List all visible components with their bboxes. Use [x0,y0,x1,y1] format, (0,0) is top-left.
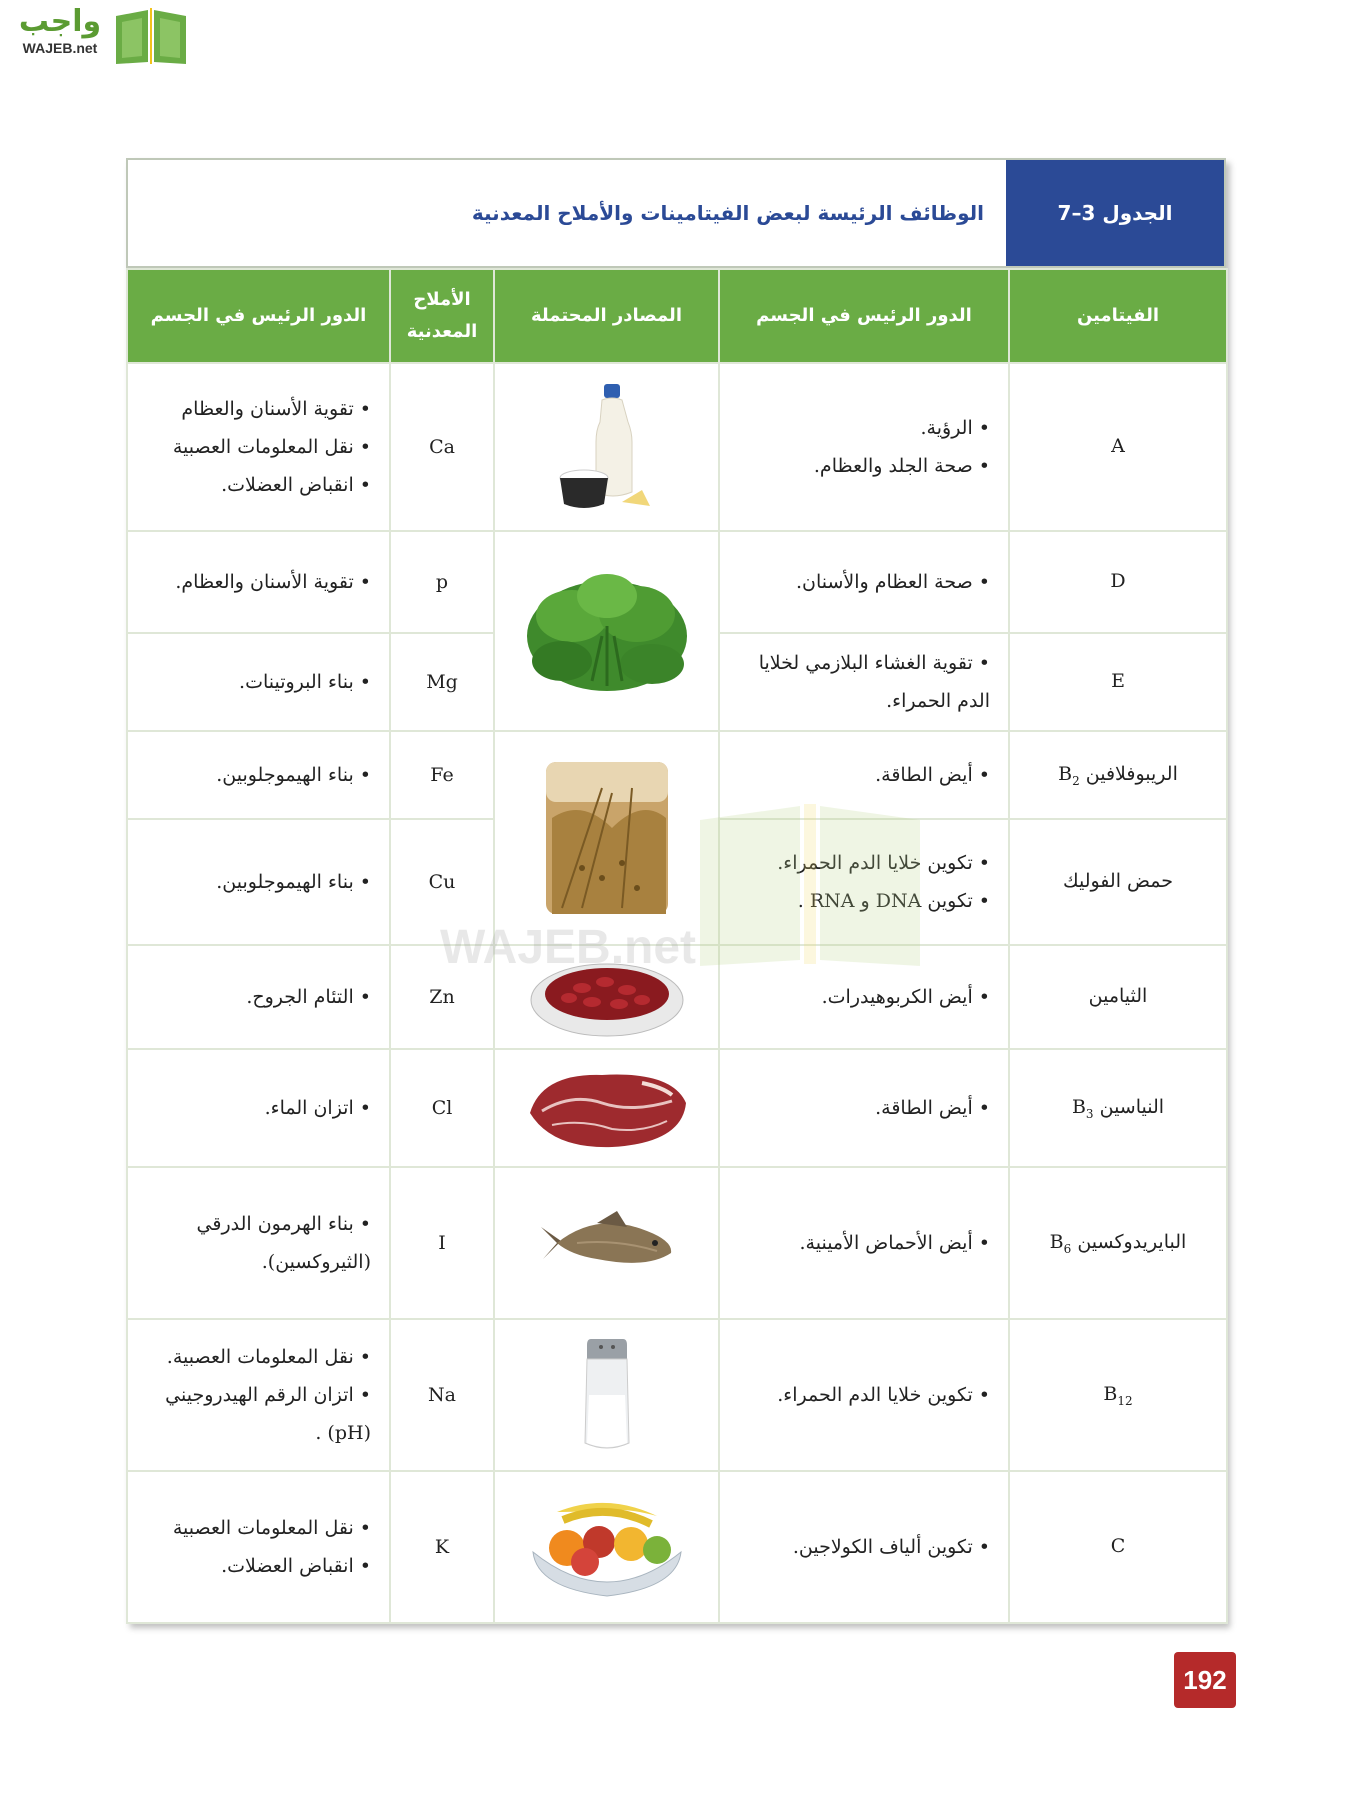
salt-shaker-icon [577,1335,637,1455]
header-vitamin-role: الدور الرئيس في الجسم [719,269,1009,363]
mineral-role-cell: • تقوية الأسنان والعظام • نقل المعلومات العصبية • انقباض العضلات. [127,363,390,531]
vitamin-cell: E [1009,633,1227,731]
table-number: الجدول 3–7 [1006,160,1224,266]
source-cell [494,1319,719,1471]
table-row [127,531,1227,633]
source-cell [494,1471,719,1623]
mineral-role-cell: • تقوية الأسنان والعظام. [127,531,390,633]
source-cell [494,1049,719,1167]
vitamin-cell: الثيامين [1009,945,1227,1049]
mineral-role-cell: • نقل المعلومات العصبية • انقباض العضلات. [127,1471,390,1623]
fruit-bowl-icon [527,1492,687,1602]
data-grid [126,268,1228,1624]
leafy-greens-icon [522,556,692,706]
vitamin-role-cell: • أيض الطاقة. [719,1049,1009,1167]
vitamins-minerals-table [126,158,1226,1623]
header-sources: المصادر المحتملة [494,269,719,363]
mineral-role-cell: • بناء الهيموجلوبين. [127,731,390,819]
mineral-cell: Cl [390,1049,494,1167]
vitamin-role-cell: • تقوية الغشاء البلازمي لخلايا الدم الحمراء. [719,633,1009,731]
table-row [127,945,1227,1049]
mineral-role-cell: • بناء الهيموجلوبين. [127,819,390,945]
table-row [127,363,1227,531]
vitamin-role-cell: • أيض الأحماض الأمينية. [719,1167,1009,1319]
mineral-role-cell: • نقل المعلومات العصبية. • اتزان الرقم الهيدروجيني (pH) . [127,1319,390,1471]
mineral-cell: p [390,531,494,633]
page-number: 192 [1174,1652,1236,1708]
table-row [127,1049,1227,1167]
logo-latin-text: WAJEB.net [22,40,98,56]
mineral-cell: K [390,1471,494,1623]
kidney-beans-icon [527,952,687,1042]
mineral-cell: Mg [390,633,494,731]
source-cell [494,363,719,531]
table-caption [126,158,1226,268]
mineral-role-cell: • بناء الهرمون الدرقي (الثيروكسين). [127,1167,390,1319]
table-row [127,1471,1227,1623]
vitamin-cell: $B_{12}$ [1009,1319,1227,1471]
vitamin-cell: النياسين $B_3$ [1009,1049,1227,1167]
mineral-role-cell: • بناء البروتينات. [127,633,390,731]
source-cell [494,945,719,1049]
header-row [127,269,1227,363]
mineral-cell: I [390,1167,494,1319]
vitamin-cell: البايريدوكسين $B_6$ [1009,1167,1227,1319]
table-row [127,1167,1227,1319]
mineral-cell: Zn [390,945,494,1049]
vitamin-role-cell: • تكوين خلايا الدم الحمراء. [719,1319,1009,1471]
table-row [127,731,1227,819]
fish-icon [537,1203,677,1283]
header-mineral-role: الدور الرئيس في الجسم [127,269,390,363]
vitamin-role-cell: • الرؤية. • صحة الجلد والعظام. [719,363,1009,531]
vitamin-cell: A [1009,363,1227,531]
red-meat-icon [522,1063,692,1153]
watermark-text: WAJEB.net [440,921,697,974]
source-cell [494,1167,719,1319]
vitamin-role-cell: • أيض الكربوهيدرات. [719,945,1009,1049]
vitamin-role-cell: • تكوين ألياف الكولاجين. [719,1471,1009,1623]
site-logo[interactable] [10,4,190,68]
logo-arabic-text: واجب [18,4,102,39]
mineral-cell: Cu [390,819,494,945]
milk-dairy-icon [552,382,662,512]
vitamin-role-cell: • أيض الطاقة. [719,731,1009,819]
mineral-role-cell: • التئام الجروح. [127,945,390,1049]
mineral-cell: Fe [390,731,494,819]
grains-icon [542,758,672,918]
source-cell [494,531,719,731]
open-book-icon [112,6,190,66]
vitamin-cell: C [1009,1471,1227,1623]
table-title: الوظائف الرئيسة لبعض الفيتامينات والأملاح المعدنية [471,201,984,225]
mineral-role-cell: • اتزان الماء. [127,1049,390,1167]
vitamin-role-cell: • صحة العظام والأسنان. [719,531,1009,633]
mineral-cell: Ca [390,363,494,531]
header-vitamin: الفيتامين [1009,269,1227,363]
vitamin-cell: حمض الفوليك [1009,819,1227,945]
mineral-cell: Na [390,1319,494,1471]
source-cell [494,731,719,945]
table-row [127,1319,1227,1471]
vitamin-cell: D [1009,531,1227,633]
vitamin-role-cell: • تكوين خلايا الدم الحمراء. • تكوين DNA و RNA . [719,819,1009,945]
vitamin-cell: الريبوفلافين $B_2$ [1009,731,1227,819]
header-minerals: الأملاح المعدنية [390,269,494,363]
